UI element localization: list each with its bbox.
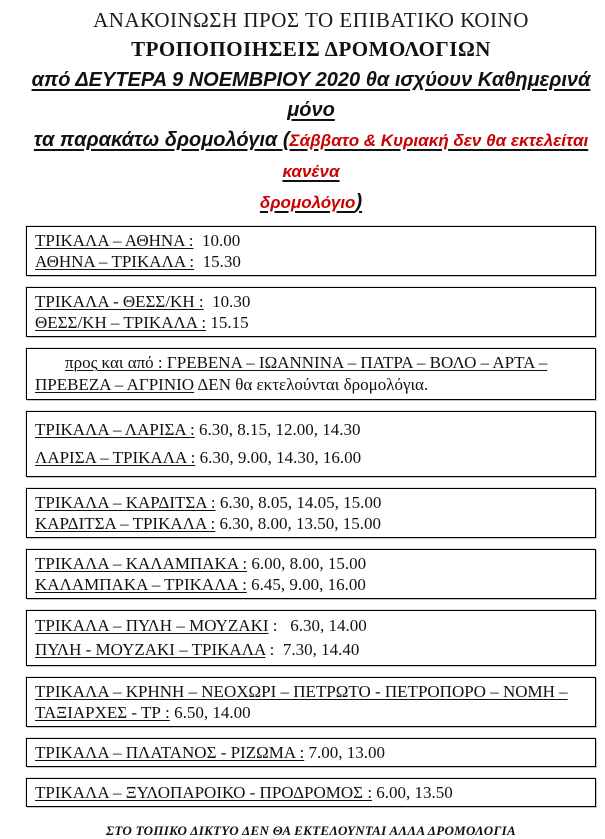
page-subtitle-heading: ΤΡΟΠΟΠΟΙΗΣΕΙΣ ΔΡΟΜΟΛΟΓΙΩΝ xyxy=(131,37,491,61)
departure-times: 6.30, 8.15, 12.00, 14.30 xyxy=(194,420,361,439)
departure-times: 15.15 xyxy=(206,313,249,332)
schedule-row xyxy=(35,638,587,662)
schedule-row xyxy=(35,251,587,272)
schedule-row xyxy=(35,312,587,333)
route-label: ΤΑΞΙΑΡΧΕΣ - ΤΡ : xyxy=(35,703,170,722)
departure-times: 6.00, 8.00, 15.00 xyxy=(247,554,367,573)
cancelled-routes-text: ΔΕΝ θα εκτελούνται δρομολόγια. xyxy=(194,375,429,394)
schedule-row xyxy=(35,681,587,702)
departure-times: 10.00 xyxy=(193,231,241,250)
route-label: ΤΡΙΚΑΛΑ – ΚΡΗΝΗ – ΝΕΟΧΩΡΙ – ΠΕΤΡΩΤΟ - ΠΕΤΡΟΠΟΡΟ – ΝΟΜΗ – xyxy=(35,682,568,701)
schedule-row xyxy=(35,444,587,472)
route-label: ΤΡΙΚΑΛΑ – ΛΑΡΙΣΑ : xyxy=(35,420,195,439)
weekend-warning-text: Σάββατο & Κυριακή δεν θα εκτελείται κανένα xyxy=(282,131,589,181)
route-label: ΤΡΙΚΑΛΑ – ΞΥΛΟΠΑΡΟΙΚΟ - ΠΡΟΔΡΟΜΟΣ : xyxy=(35,783,373,802)
schedule-row xyxy=(35,574,587,595)
schedule-box-trikala-thessaloniki xyxy=(26,287,596,337)
schedule-row xyxy=(35,702,587,723)
route-label: ΤΡΙΚΑΛΑ - ΘΕΣΣ/ΚΗ : xyxy=(35,292,204,311)
schedule-row xyxy=(35,553,587,574)
schedule-box-trikala-krini-taxiarxes xyxy=(26,677,596,727)
page-title: ΑΝΑΚΟΙΝΩΣΗ ΠΡΟΣ ΤΟ ΕΠΙΒΑΤΙΚΟ ΚΟΙΝΟ xyxy=(93,8,529,32)
effective-date-line2: τα παρακάτω δρομολόγια (Σάββατο & Κυριακή δεν θα εκτελείται κανένα xyxy=(33,129,589,181)
departure-times: 6.30, 8.05, 14.05, 15.00 xyxy=(215,493,382,512)
schedule-box-trikala-athina xyxy=(26,226,596,276)
departure-times: 6.50, 14.00 xyxy=(169,703,251,722)
departure-times: : 6.30, 14.00 xyxy=(268,616,367,635)
cancelled-routes-note xyxy=(35,352,587,396)
schedule-row xyxy=(35,614,587,638)
cancelled-routes-note-box xyxy=(26,348,596,400)
effective-date-line3: δρομολόγιο) xyxy=(259,191,363,213)
departure-times: 10.30 xyxy=(203,292,251,311)
schedule-row xyxy=(35,742,587,763)
route-label: ΛΑΡΙΣΑ – ΤΡΙΚΑΛΑ : xyxy=(35,448,196,467)
effective-date-line1: από ΔΕΥΤΕΡΑ 9 ΝΟΕΜΒΡΙΟΥ 2020 θα ισχύουν Καθημερινά μόνο xyxy=(31,69,591,121)
cancelled-routes-list: προς και από : ΓΡΕΒΕΝΑ – ΙΩΑΝΝΙΝΑ – ΠΑΤΡΑ – ΒΟΛΟ – ΑΡΤΑ – ΠΡΕΒΕΖΑ – ΑΓΡΙΝΙΟ xyxy=(35,353,548,394)
schedule-box-trikala-karditsa xyxy=(26,488,596,538)
departure-times: 6.45, 9.00, 16.00 xyxy=(246,575,366,594)
departure-times: 6.30, 9.00, 14.30, 16.00 xyxy=(195,448,362,467)
schedule-row xyxy=(35,782,587,803)
effective-date-note xyxy=(26,65,596,218)
schedule-box-trikala-xyloparoiko-prodromos xyxy=(26,778,596,807)
departure-times: 6.30, 8.00, 13.50, 15.00 xyxy=(215,514,382,533)
route-label: ΘΕΣΣ/ΚΗ – ΤΡΙΚΑΛΑ : xyxy=(35,313,207,332)
schedule-row xyxy=(35,291,587,312)
route-label: ΤΡΙΚΑΛΑ – ΑΘΗΝΑ : xyxy=(35,231,194,250)
departure-times: : 7.30, 14.40 xyxy=(265,640,360,659)
route-label: ΤΡΙΚΑΛΑ – ΠΥΛΗ – ΜΟΥΖΑΚΙ xyxy=(35,616,269,635)
route-label: ΤΡΙΚΑΛΑ – ΚΑΛΑΜΠΑΚΑ : xyxy=(35,554,248,573)
schedule-box-trikala-pyli-mouzaki xyxy=(26,610,596,666)
departure-times: 6.00, 13.50 xyxy=(372,783,453,802)
schedule-row xyxy=(35,230,587,251)
route-label: ΠΥΛΗ - ΜΟΥΖΑΚΙ – ΤΡΙΚΑΛΑ xyxy=(35,640,266,659)
route-label: ΚΑΛΑΜΠΑΚΑ – ΤΡΙΚΑΛΑ : xyxy=(35,575,247,594)
departure-times: 7.00, 13.00 xyxy=(304,743,385,762)
route-label: ΑΘΗΝΑ – ΤΡΙΚΑΛΑ : xyxy=(35,252,195,271)
schedule-box-trikala-larisa xyxy=(26,411,596,477)
local-network-footer-note: ΣΤΟ ΤΟΠΙΚΟ ΔΙΚΤΥΟ ΔΕΝ ΘΑ ΕΚΤΕΛΟΥΝΤΑΙ ΑΛΛΑ ΔΡΟΜΟΛΟΓΙΑ xyxy=(106,823,516,838)
schedule-box-trikala-kalampaka xyxy=(26,549,596,599)
departure-times: 15.30 xyxy=(194,252,241,271)
schedule-row xyxy=(35,492,587,513)
schedule-row xyxy=(35,416,587,444)
route-label: ΤΡΙΚΑΛΑ – ΠΛΑΤΑΝΟΣ - ΡΙΖΩΜΑ : xyxy=(35,743,305,762)
route-label: ΤΡΙΚΑΛΑ – ΚΑΡΔΙΤΣΑ : xyxy=(35,493,216,512)
schedule-box-trikala-platanos-rizoma xyxy=(26,738,596,767)
schedule-row xyxy=(35,513,587,534)
route-label: ΚΑΡΔΙΤΣΑ – ΤΡΙΚΑΛΑ : xyxy=(35,514,216,533)
